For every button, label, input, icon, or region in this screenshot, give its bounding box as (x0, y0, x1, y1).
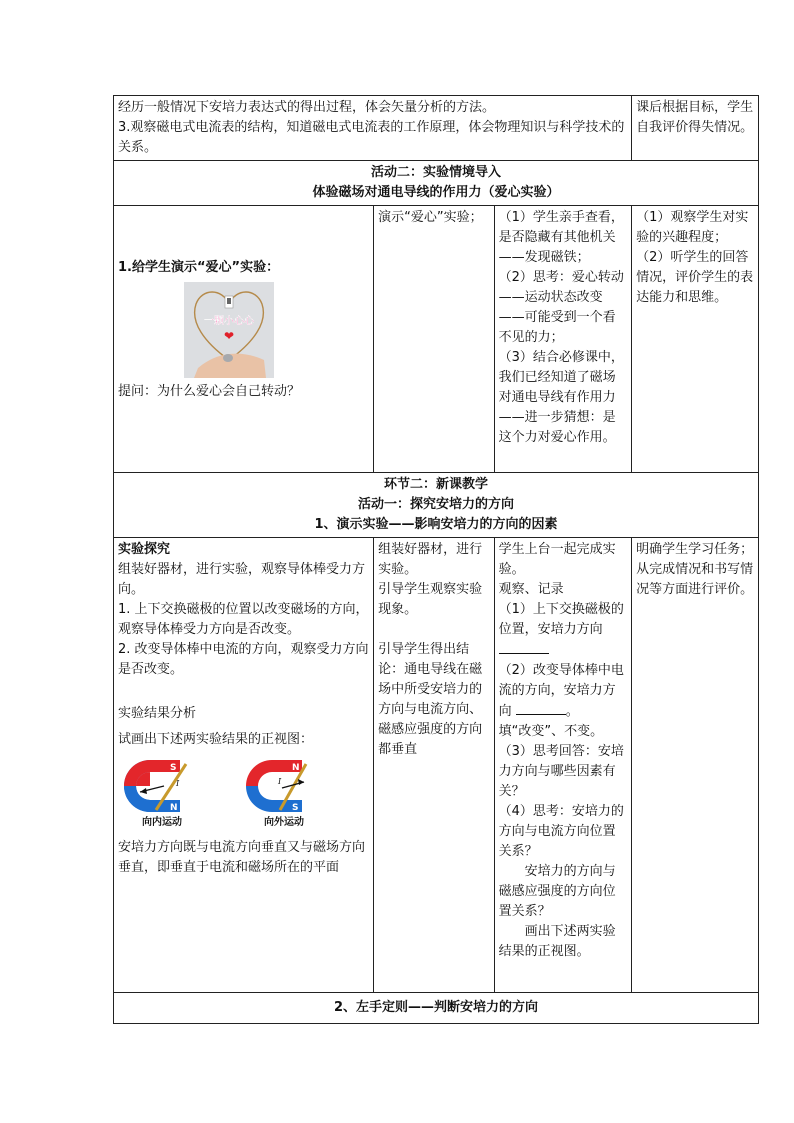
section-2-title: 环节二：新课教学 (383, 477, 488, 492)
left-hand-rule-row (114, 993, 759, 1024)
activity-2-title: 活动二：实验情境导入 (370, 165, 501, 180)
teacher-step-2: 引导学生观察实验现象。 (378, 582, 483, 617)
experiment-intro: 组装好器材，进行实验，观察导体棒受力方向。 (118, 562, 366, 597)
objectives-cell (114, 96, 632, 161)
student-step-3: （3）思考回答：安培力方向与哪些因素有关？ (498, 744, 624, 799)
activity-2-row (114, 206, 759, 473)
section-2-header (114, 473, 759, 538)
experiment-item-2: 2. 改变导体棒中电流的方向，观察受力方向是否改变。 (118, 642, 369, 677)
objectives-row (114, 96, 759, 161)
heart-icon: ❤ (223, 329, 235, 343)
photo-caption: 一颗小心心 (204, 316, 254, 327)
heart-evaluation-2: （2）听学生的回答情况，评价学生的表达能力和思维。 (636, 250, 754, 305)
magnet-figure-outward (242, 756, 326, 830)
evaluation-cell: 课后根据目标，学生自我评价得失情况。 (632, 96, 759, 161)
activity-2-header-row (114, 161, 759, 206)
heart-experiment-cell (114, 206, 374, 473)
pole-label-bottom: S (292, 803, 299, 813)
student-fill-hint: 填“改变”、不变。 (498, 724, 604, 739)
heart-wire-photo (184, 282, 274, 378)
experiment-cell (114, 538, 374, 993)
fill-blank-2 (516, 701, 566, 715)
student-step-2-text: （2）改变导体棒中电流的方向，安培力方向 (498, 663, 624, 719)
experiment-title: 实验探究 (118, 542, 171, 557)
horseshoe-magnet-inward (120, 756, 204, 816)
experiment-row (114, 538, 759, 993)
student-observe: 观察、记录 (498, 582, 564, 597)
student-step-4: （4）思考：安培力的方向与电流方向位置关系？ (498, 804, 624, 859)
magnet-caption-inward: 向内运动 (142, 817, 182, 828)
student-step-6: 画出下述两实验结果的正视图。 (498, 924, 616, 959)
section-2-activity: 活动一：探究安培力的方向 (357, 497, 514, 512)
analysis-draw-prompt: 试画出下述两实验结果的正视图： (118, 732, 314, 747)
analysis-conclusion: 安培力方向既与电流方向垂直又与磁场方向垂直，即垂直于电流和磁场所在的平面 (118, 840, 366, 875)
objective-line-2: 3.观察磁电式电流表的结构，知道磁电式电流表的工作原理，体会物理知识与科学技术的关系。 (118, 120, 625, 155)
experiment-student-cell (494, 538, 631, 993)
magnet-figures (120, 756, 369, 830)
heart-student-step-3: （3）结合必修课中，我们已经知道了磁场对通电导线有作用力——进一步猜想：是这个力对爱心作用。 (498, 350, 624, 445)
experiment-evaluation-cell: 明确学生学习任务；从完成情况和书写情况等方面进行评价。 (632, 538, 759, 993)
teacher-step-3: 引导学生得出结论：通电导线在磁场中所受安培力的方向与电流方向、磁感应强度的方向都垂直 (378, 642, 483, 757)
experiment-item-1: 1. 上下交换磁极的位置以改变磁场的方向，观察导体棒受力方向是否改变。 (118, 602, 369, 637)
heart-evaluation-cell (632, 206, 759, 473)
analysis-title: 实验结果分析 (118, 706, 197, 721)
activity-2-header (114, 161, 759, 206)
pole-label-bottom: N (170, 803, 178, 813)
heart-experiment-title: 1.给学生演示“爱心”实验： (118, 260, 280, 275)
heart-teacher-cell: 演示“爱心”实验； (374, 206, 495, 473)
current-label: I (176, 779, 180, 788)
magnet-caption-outward: 向外运动 (264, 817, 304, 828)
experiment-teacher-cell (374, 538, 495, 993)
student-step-intro: 学生上台一起完成实验。 (498, 542, 616, 577)
heart-student-step-2: （2）思考：爱心转动——运动状态改变——可能受到一个看不见的力； (498, 270, 624, 345)
student-step-2 (499, 661, 627, 722)
heart-student-step-1: （1）学生亲手查看，是否隐藏有其他机关——发现磁铁； (498, 210, 624, 265)
section-2-experiment: 1、演示实验——影响安培力的方向的因素 (314, 517, 558, 532)
fill-blank-1 (499, 640, 549, 654)
objective-line-1: 经历一般情况下安培力表达式的得出过程，体会矢量分析的方法。 (118, 100, 496, 115)
student-step-2-end: 。 (565, 704, 579, 719)
heart-question: 提问：为什么爱心会自己转动？ (118, 384, 301, 399)
magnet-figure-inward (120, 756, 204, 830)
heart-evaluation-1: （1）观察学生对实验的兴趣程度； (636, 210, 749, 245)
heart-student-cell (494, 206, 631, 473)
teacher-step-1: 组装好器材，进行实验。 (378, 542, 483, 577)
student-step-5: 安培力的方向与磁感应强度的方向位置关系？ (498, 864, 616, 919)
horseshoe-magnet-outward (242, 756, 326, 816)
student-step-1-text: （1）上下交换磁极的位置，安培力方向 (498, 602, 624, 637)
current-label: I (278, 777, 282, 786)
section-2-header-row (114, 473, 759, 538)
student-step-1 (499, 600, 627, 661)
activity-2-subtitle: 体验磁场对通电导线的作用力（爱心实验） (312, 185, 560, 200)
pole-label-top: N (292, 763, 300, 773)
lesson-plan-table (113, 95, 759, 1024)
left-hand-rule-header: 2、左手定则——判断安培力的方向 (114, 993, 759, 1024)
pole-label-top: S (170, 763, 177, 773)
